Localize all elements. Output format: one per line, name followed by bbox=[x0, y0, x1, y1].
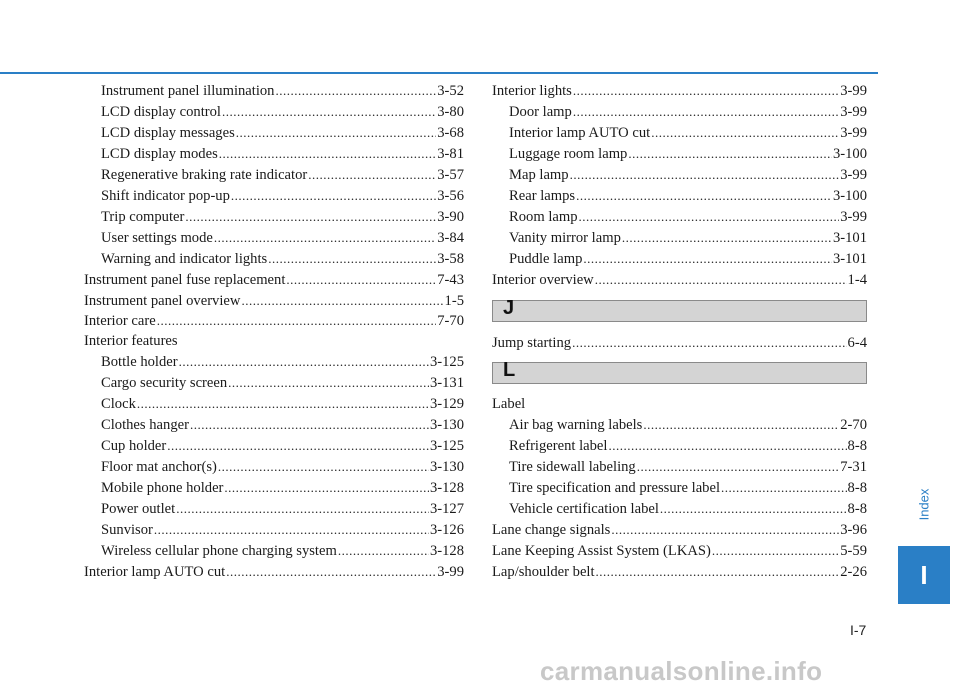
leader-dots bbox=[308, 165, 436, 185]
index-entry[interactable] bbox=[84, 499, 464, 520]
leader-dots bbox=[576, 186, 832, 206]
index-entry[interactable] bbox=[492, 144, 867, 165]
index-entry-label: Tire specification and pressure label bbox=[509, 480, 721, 497]
index-entry-label: Lane change signals bbox=[492, 522, 611, 539]
index-entry[interactable] bbox=[84, 102, 464, 123]
index-entry-page: 3-57 bbox=[437, 166, 464, 183]
index-entry-label: Luggage room lamp bbox=[509, 145, 628, 162]
index-entry[interactable] bbox=[492, 102, 867, 123]
index-entry-page: 3-99 bbox=[840, 103, 867, 120]
index-entry[interactable] bbox=[84, 228, 464, 249]
index-entry[interactable] bbox=[84, 373, 464, 394]
index-entry-page: 2-70 bbox=[840, 417, 867, 434]
index-entry-page: 3-127 bbox=[429, 501, 464, 518]
index-entry-page: 3-90 bbox=[437, 208, 464, 225]
index-entry-label: Regenerative braking rate indicator bbox=[101, 166, 308, 183]
leader-dots bbox=[241, 291, 443, 311]
index-entry-page: 3-131 bbox=[429, 375, 464, 392]
section-letter: J bbox=[503, 296, 515, 319]
leader-dots bbox=[338, 541, 429, 561]
index-entry-page: 3-52 bbox=[437, 83, 464, 99]
leader-dots bbox=[570, 165, 840, 185]
index-entry-page: 2-26 bbox=[840, 564, 867, 581]
index-side-tab[interactable] bbox=[898, 472, 950, 536]
index-entry-label: Instrument panel overview bbox=[84, 292, 241, 309]
index-entry-label: Clothes hanger bbox=[101, 417, 189, 434]
index-entry-label: Interior care bbox=[84, 313, 156, 330]
index-entry-page: 3-99 bbox=[840, 83, 867, 99]
index-entry-page: 3-100 bbox=[832, 187, 867, 204]
index-entry[interactable] bbox=[84, 415, 464, 436]
leader-dots bbox=[219, 144, 436, 164]
watermark: carmanualsonline.info bbox=[540, 656, 823, 686]
index-entry-page: 3-125 bbox=[429, 438, 464, 455]
index-entry-page: 8-8 bbox=[847, 480, 867, 497]
index-entry-page: 3-68 bbox=[437, 124, 464, 141]
index-entry[interactable] bbox=[84, 311, 464, 332]
index-entry-label: Label bbox=[492, 396, 526, 413]
index-entry-label: Rear lamps bbox=[509, 187, 576, 204]
leader-dots bbox=[579, 207, 840, 227]
index-letter-tab-label: I bbox=[920, 559, 928, 590]
index-entry-page: 3-128 bbox=[429, 542, 464, 559]
index-entry[interactable] bbox=[492, 165, 867, 186]
leader-dots bbox=[651, 123, 839, 143]
page-number: I-7 bbox=[850, 622, 867, 638]
leader-dots bbox=[167, 436, 429, 456]
section-header-j bbox=[492, 296, 867, 322]
leader-dots bbox=[222, 102, 436, 122]
index-entry[interactable] bbox=[492, 415, 867, 436]
leader-dots bbox=[583, 249, 832, 269]
index-letter-tab[interactable] bbox=[898, 546, 950, 604]
index-entry-page: 8-8 bbox=[847, 438, 867, 455]
index-entry-label: Sunvisor bbox=[101, 522, 153, 539]
leader-dots bbox=[573, 102, 839, 122]
index-entry-label: User settings mode bbox=[101, 229, 213, 246]
index-entry-page: 7-31 bbox=[840, 459, 867, 476]
index-entry-label: Interior overview bbox=[492, 271, 594, 288]
leader-dots bbox=[157, 311, 437, 331]
index-entry[interactable] bbox=[84, 249, 464, 270]
index-entry-label: Floor mat anchor(s) bbox=[101, 459, 217, 476]
index-entry-page: 3-130 bbox=[429, 459, 464, 476]
index-entry-page: 3-129 bbox=[429, 396, 464, 413]
index-entry-page: 3-56 bbox=[437, 187, 464, 204]
leader-dots bbox=[611, 520, 839, 540]
index-entry[interactable] bbox=[84, 541, 464, 562]
index-entry[interactable] bbox=[84, 270, 464, 291]
index-entry[interactable] bbox=[492, 499, 867, 520]
index-entry-label: Interior features bbox=[84, 333, 178, 350]
index-entry[interactable] bbox=[492, 270, 867, 291]
leader-dots bbox=[637, 457, 840, 477]
index-entry-label: Vanity mirror lamp bbox=[509, 229, 621, 246]
index-entry-label: Refrigerent label bbox=[509, 438, 608, 455]
leader-dots bbox=[224, 478, 429, 498]
index-entry[interactable] bbox=[84, 478, 464, 499]
index-entry-page: 3-125 bbox=[429, 354, 464, 371]
index-entry-label: Cup holder bbox=[101, 438, 167, 455]
index-entry-page: 1-5 bbox=[444, 292, 464, 309]
leader-dots bbox=[137, 394, 429, 414]
leader-dots bbox=[572, 333, 846, 353]
index-entry-page: 3-81 bbox=[437, 145, 464, 162]
index-entry[interactable] bbox=[84, 186, 464, 207]
index-entry-label: Room lamp bbox=[509, 208, 578, 225]
index-entry-page: 1-4 bbox=[847, 271, 867, 288]
index-entry[interactable] bbox=[84, 207, 464, 228]
index-entry-label: Tire sidewall labeling bbox=[509, 459, 636, 476]
leader-dots bbox=[218, 457, 429, 477]
index-entry-page: 3-58 bbox=[437, 250, 464, 267]
index-entry[interactable] bbox=[84, 562, 464, 583]
index-entry-page: 3-128 bbox=[429, 480, 464, 497]
index-entry-page: 3-80 bbox=[437, 103, 464, 120]
index-entry-label: Wireless cellular phone charging system bbox=[101, 542, 337, 559]
index-entry-page: 3-99 bbox=[840, 166, 867, 183]
index-entry-label: Door lamp bbox=[509, 103, 572, 120]
index-entry[interactable] bbox=[492, 81, 867, 102]
leader-dots bbox=[214, 228, 436, 248]
index-entry-label: Instrument panel illumination bbox=[101, 83, 275, 99]
index-entry-label: Cargo security screen bbox=[101, 375, 228, 392]
index-entry[interactable] bbox=[84, 436, 464, 457]
index-entry-label: Interior lights bbox=[492, 83, 572, 99]
leader-dots bbox=[721, 478, 847, 498]
leader-dots bbox=[643, 415, 839, 435]
index-entry-label: LCD display control bbox=[101, 103, 221, 120]
index-entry-label: Shift indicator pop-up bbox=[101, 187, 230, 204]
index-entry[interactable] bbox=[492, 123, 867, 144]
leader-dots bbox=[176, 499, 429, 519]
index-entry-label: Puddle lamp bbox=[509, 250, 583, 267]
index-entry-label: LCD display messages bbox=[101, 124, 235, 141]
index-entry[interactable] bbox=[84, 123, 464, 144]
index-entry[interactable] bbox=[492, 207, 867, 228]
index-entry-page: 3-96 bbox=[840, 522, 867, 539]
index-entry[interactable] bbox=[84, 394, 464, 415]
index-entry[interactable] bbox=[492, 249, 867, 270]
index-entry[interactable] bbox=[84, 332, 464, 352]
index-entry-page: 7-70 bbox=[437, 313, 464, 330]
index-entry-label: Vehicle certification label bbox=[509, 501, 659, 518]
index-entry-page: 7-43 bbox=[437, 271, 464, 288]
index-entry[interactable] bbox=[84, 165, 464, 186]
index-entry-label: Instrument panel fuse replacement bbox=[84, 271, 286, 288]
leader-dots bbox=[154, 520, 429, 540]
leader-dots bbox=[190, 415, 429, 435]
index-entry-label: Power outlet bbox=[101, 501, 176, 518]
index-entry-label: LCD display modes bbox=[101, 145, 218, 162]
index-entry[interactable] bbox=[84, 352, 464, 373]
leader-dots bbox=[226, 562, 436, 582]
index-column-right bbox=[492, 81, 867, 583]
leader-dots bbox=[231, 186, 436, 206]
index-entry-label: Trip computer bbox=[101, 208, 185, 225]
index-entry[interactable] bbox=[492, 333, 867, 354]
leader-dots bbox=[596, 562, 840, 582]
index-entry-page: 3-99 bbox=[437, 563, 464, 580]
leader-dots bbox=[268, 249, 436, 269]
index-entry-label: Jump starting bbox=[492, 334, 572, 351]
section-letter: L bbox=[503, 359, 516, 382]
index-entry-label: Warning and indicator lights bbox=[101, 250, 268, 267]
index-entry-page: 3-99 bbox=[840, 208, 867, 225]
leader-dots bbox=[286, 270, 436, 290]
leader-dots bbox=[275, 81, 436, 101]
index-entry-label: Lap/shoulder belt bbox=[492, 564, 595, 581]
index-entry[interactable] bbox=[492, 457, 867, 478]
index-entry[interactable] bbox=[84, 81, 464, 102]
index-side-tab-label: Index bbox=[916, 488, 932, 520]
leader-dots bbox=[595, 270, 847, 290]
leader-dots bbox=[622, 228, 832, 248]
leader-dots bbox=[628, 144, 832, 164]
index-entry-label: Air bag warning labels bbox=[509, 417, 643, 434]
index-entry-label: Map lamp bbox=[509, 166, 569, 183]
index-entry[interactable] bbox=[84, 457, 464, 478]
index-entry[interactable] bbox=[492, 186, 867, 207]
index-entry[interactable] bbox=[492, 520, 867, 541]
index-entry[interactable] bbox=[84, 144, 464, 165]
index-entry[interactable] bbox=[492, 228, 867, 249]
section-header-l bbox=[492, 359, 867, 384]
index-entry-label: Interior lamp AUTO cut bbox=[509, 124, 651, 141]
index-entry-page: 3-101 bbox=[832, 250, 867, 267]
index-entry-label: Clock bbox=[101, 396, 136, 413]
index-entry[interactable] bbox=[492, 395, 867, 415]
index-entry-label: Mobile phone holder bbox=[101, 480, 224, 497]
index-entry[interactable] bbox=[84, 520, 464, 541]
index-entry-label: Lane Keeping Assist System (LKAS) bbox=[492, 543, 711, 560]
index-entry-page: 3-126 bbox=[429, 522, 464, 539]
index-entry-label: Interior lamp AUTO cut bbox=[84, 563, 226, 580]
leader-dots bbox=[573, 81, 839, 101]
leader-dots bbox=[179, 352, 429, 372]
leader-dots bbox=[185, 207, 436, 227]
header-rule bbox=[0, 72, 878, 74]
index-entry-page: 5-59 bbox=[840, 543, 867, 560]
index-column-left bbox=[84, 81, 464, 583]
index-entry[interactable] bbox=[492, 541, 867, 562]
index-entry-page: 6-4 bbox=[847, 334, 867, 351]
index-entry[interactable] bbox=[492, 562, 867, 583]
index-entry-page: 3-100 bbox=[832, 145, 867, 162]
index-entry[interactable] bbox=[492, 478, 867, 499]
index-entry-page: 3-84 bbox=[437, 229, 464, 246]
index-entry-page: 3-130 bbox=[429, 417, 464, 434]
leader-dots bbox=[608, 436, 846, 456]
index-entry[interactable] bbox=[492, 436, 867, 457]
index-entry-page: 3-101 bbox=[832, 229, 867, 246]
leader-dots bbox=[236, 123, 436, 143]
index-entry-page: 8-8 bbox=[847, 501, 867, 518]
index-entry-page: 3-99 bbox=[840, 124, 867, 141]
index-entry[interactable] bbox=[84, 291, 464, 312]
index-entry-label: Bottle holder bbox=[101, 354, 178, 371]
leader-dots bbox=[228, 373, 429, 393]
leader-dots bbox=[712, 541, 839, 561]
leader-dots bbox=[660, 499, 847, 519]
